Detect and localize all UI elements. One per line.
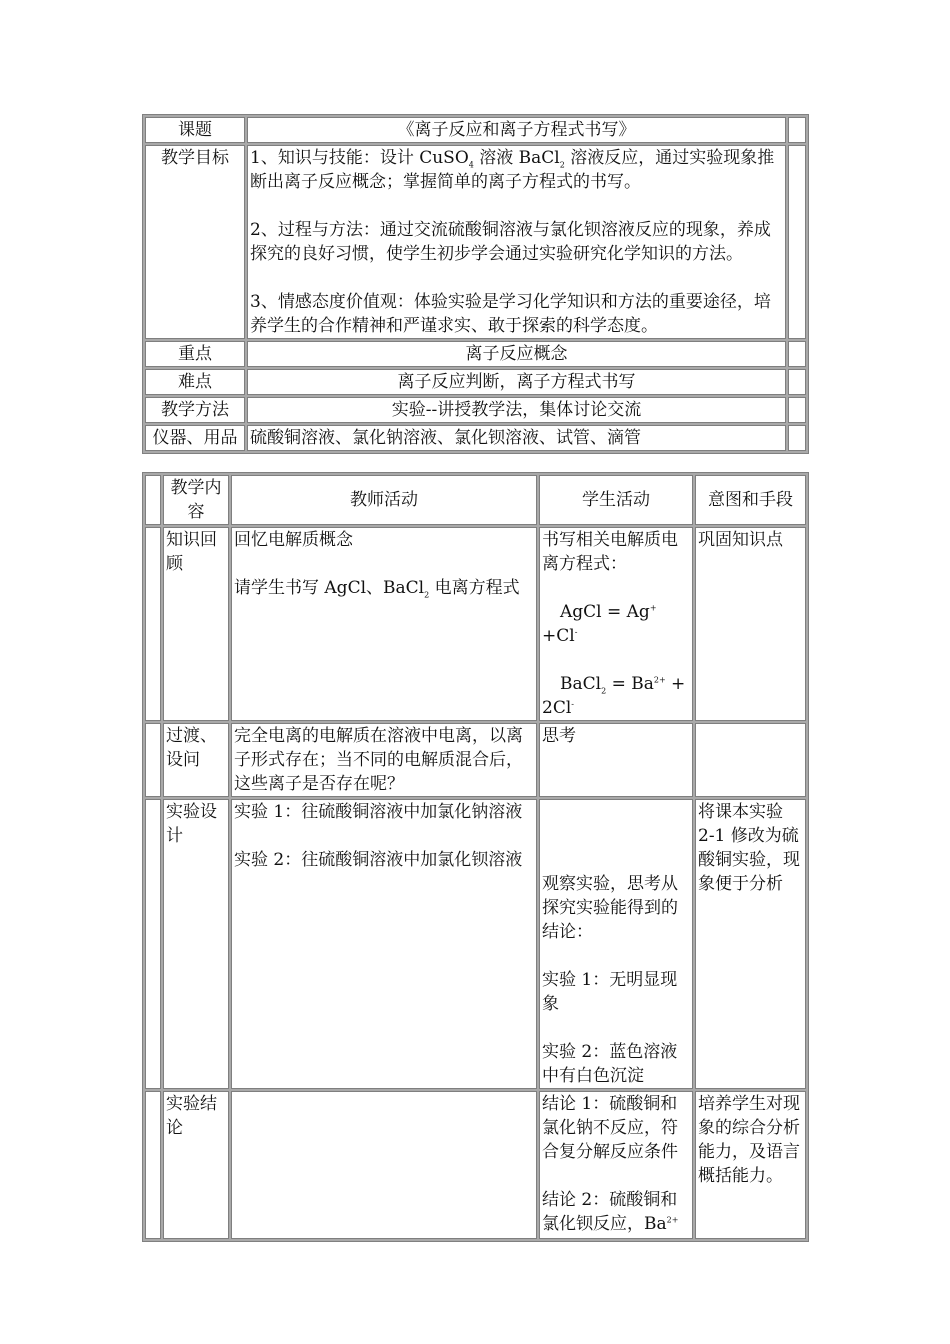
row-content: 知识回顾 — [163, 527, 229, 721]
table-row — [145, 425, 806, 451]
student-activity: 结论 1：硫酸铜和氯化钠不反应，符合复分解反应条件 结论 2：硫酸铜和氯化钡反应，$Ba^{2+}$ — [539, 1091, 693, 1239]
teacher-activity: 完全电离的电解质在溶液中电离，以离子形式存在；当不同的电解质混合后，这些离子是否存在呢？ — [231, 723, 537, 797]
student-activity: 思考 — [539, 723, 693, 797]
table-row — [145, 117, 806, 143]
difficult-point: 离子反应判断，离子方程式书写 — [247, 369, 786, 395]
goal-process: 2、过程与方法：通过交流硫酸铜溶液与氯化钡溶液反应的现象，养成探究的良好习惯，使学生初步学会通过实验研究化学知识的方法。 — [250, 220, 771, 264]
goal-knowledge: 1、知识与技能：设计 CuSO$_4$ 溶液 BaCl$_2$ 溶液反应，通过实验现象推断出离子反应概念；掌握简单的离子方程式的书写。 — [250, 148, 775, 192]
table-row — [145, 723, 806, 797]
header-intent: 意图和手段 — [695, 475, 806, 525]
row-label: 教学方法 — [145, 397, 245, 423]
teacher-activity: 回忆电解质概念 请学生书写 AgCl、BaCl$_2$ 电离方程式 — [231, 527, 537, 721]
teacher-activity — [231, 1091, 537, 1239]
row-content: 实验结论 — [163, 1091, 229, 1239]
intent: 将课本实验 2-1 修改为硫酸铜实验，现象便于分析 — [695, 799, 806, 1089]
row-content: 过渡、设问 — [163, 723, 229, 797]
intent: 培养学生对现象的综合分析能力，及语言概括能力。 — [695, 1091, 806, 1239]
table-row — [145, 1091, 806, 1239]
row-label: 重点 — [145, 341, 245, 367]
lesson-title: 《离子反应和离子方程式书写》 — [247, 117, 786, 143]
activity-table — [142, 472, 809, 1242]
lesson-info-table — [142, 114, 809, 454]
teacher-activity: 实验 1：往硫酸铜溶液中加氯化钠溶液 实验 2：往硫酸铜溶液中加氯化钡溶液 — [231, 799, 537, 1089]
row-label: 仪器、用品 — [145, 425, 245, 451]
row-label: 难点 — [145, 369, 245, 395]
row-content: 实验设计 — [163, 799, 229, 1089]
table-row — [145, 799, 806, 1089]
intent: 巩固知识点 — [695, 527, 806, 721]
header-content: 教学内容 — [163, 475, 229, 525]
header-student: 学生活动 — [539, 475, 693, 525]
intent — [695, 723, 806, 797]
header-teacher: 教师活动 — [231, 475, 537, 525]
table-row — [145, 145, 806, 339]
student-activity: 书写相关电解质电离方程式： AgCl = Ag+ +Cl- BaCl$_2$ = $Ba^{2+} + 2Cl^-$ — [539, 527, 693, 721]
student-activity: 观察实验，思考从探究实验能得到的结论： 实验 1：无明显现象 实验 2：蓝色溶液中有白色沉淀 — [539, 799, 693, 1089]
table-row — [145, 369, 806, 395]
row-label: 课题 — [145, 117, 245, 143]
teaching-goals — [247, 145, 786, 339]
key-point: 离子反应概念 — [247, 341, 786, 367]
row-label: 教学目标 — [145, 145, 245, 339]
table-header-row — [145, 475, 806, 525]
table-row — [145, 527, 806, 721]
table-row — [145, 341, 806, 367]
teaching-method: 实验--讲授教学法，集体讨论交流 — [247, 397, 786, 423]
equipment: 硫酸铜溶液、氯化钠溶液、氯化钡溶液、试管、滴管 — [247, 425, 786, 451]
goal-attitude: 3、情感态度价值观：体验实验是学习化学知识和方法的重要途径，培养学生的合作精神和严谨求实、敢于探索的科学态度。 — [250, 292, 771, 336]
table-row — [145, 397, 806, 423]
